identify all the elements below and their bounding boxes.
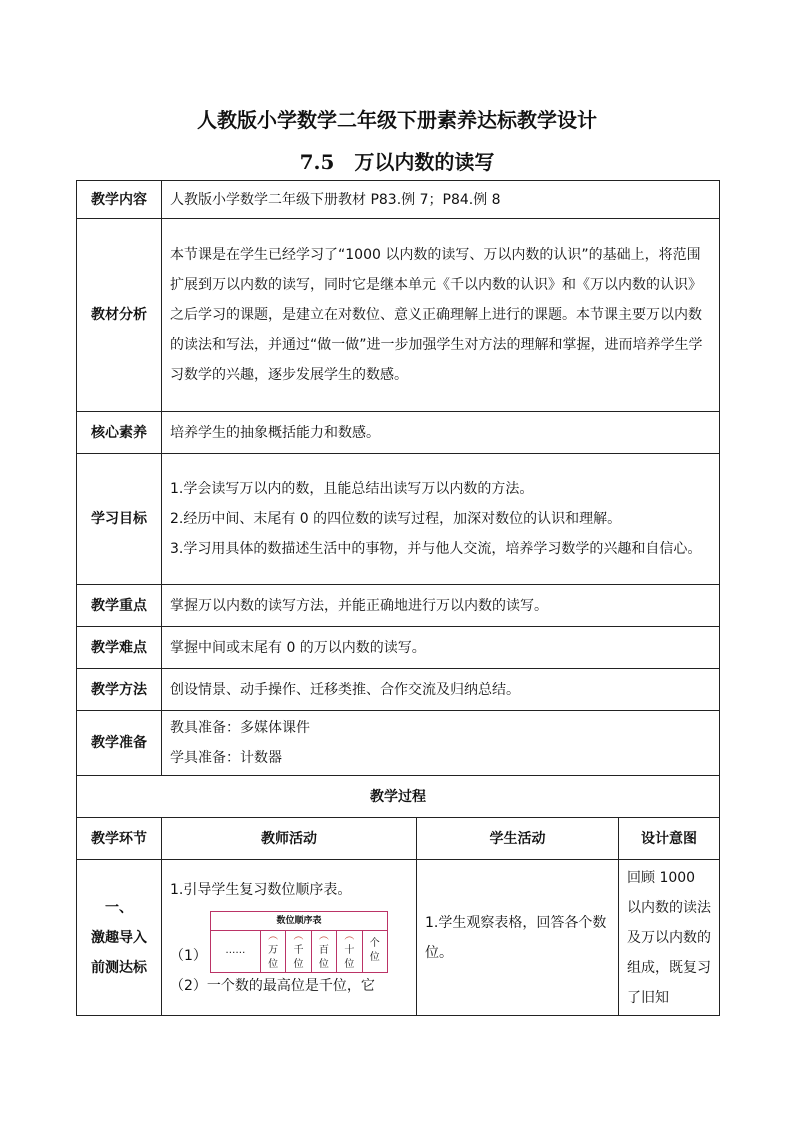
row-process-columns [77,818,720,860]
col-student: 学生活动 [417,818,619,860]
place-chart-title: 数位顺序表 [211,912,387,931]
student-prep: 学具准备：计数器 [170,750,282,766]
col-teacher: 教师活动 [162,818,417,860]
row-method [77,669,720,711]
value-goals [162,454,720,585]
row-key-point [77,585,720,627]
place-col: ︵ 百 位 [312,931,337,972]
place-col: ︵ 万 位 [261,931,286,972]
value-prep [162,711,720,776]
label-key-point: 教学重点 [77,585,162,627]
goal-item: 1.学会读写万以内的数，且能总结出读写万以内数的方法。 [170,481,534,497]
stage-1-student: 1.学生观察表格，回答各个数位。 [417,860,619,1016]
item-marker: （1） [170,947,207,964]
label-content: 教学内容 [77,181,162,219]
value-content: 人教版小学数学二年级下册教材 P83.例 7；P84.例 8 [162,181,720,219]
place-ellipsis: …… [211,931,261,972]
stage-1-teacher [162,860,417,1016]
label-method: 教学方法 [77,669,162,711]
value-difficulty: 掌握中间或末尾有 0 的万以内数的读写。 [162,627,720,669]
goal-item: 3.学习用具体的数描述生活中的事物，并与他人交流，培养学习数学的兴趣和自信心。 [170,541,702,557]
place-col: ︵ 千 位 [286,931,311,972]
teacher-prep: 教具准备：多媒体课件 [170,720,310,736]
place-table-row [170,905,408,971]
lesson-plan-table [76,180,720,1016]
label-goals: 学习目标 [77,454,162,585]
row-prep [77,711,720,776]
place-col: 个 位 [369,938,380,963]
label-prep: 教学准备 [77,711,162,776]
lesson-title: 7.5 万以内数的读写 [299,150,495,174]
stage-1-intent: 回顾 1000 以内数的读法及万以内数的组成，既复习了旧知 [619,860,720,1016]
label-analysis: 教材分析 [77,219,162,412]
row-literacy [77,412,720,454]
row-analysis [77,219,720,412]
teacher-step-1: 1.引导学生复习数位顺序表。 [170,881,352,898]
value-method: 创设情景、动手操作、迁移类推、合作交流及归纳总结。 [162,669,720,711]
row-stage-1 [77,860,720,1016]
stage-1-title-a: 激趣导入 [91,929,147,946]
label-difficulty: 教学难点 [77,627,162,669]
row-goals [77,454,720,585]
col-stage: 教学环节 [77,818,162,860]
document-title: 人教版小学数学二年级下册素养达标教学设计 [197,108,597,132]
value-analysis: 本节课是在学生已经学习了“1000 以内数的读写、万以内数的认识”的基础上，将范围扩展到万以内数的读写，同时它是继本单元《千以内数的认识》和《万以内数的认识》之后学习的课题，是建立在对数位、意义正确理解上进行的课题。本节课主要万以内数的读法和写法，并通过“做一做”进一步加强学生对方法的理解和掌握，进而培养学生学习数学的兴趣，逐步发展学生的数感。 [162,219,720,412]
goal-item: 2.经历中间、末尾有 0 的四位数的读写过程，加深对数位的认识和理解。 [170,511,622,527]
label-literacy: 核心素养 [77,412,162,454]
col-intent: 设计意图 [619,818,720,860]
place-col: ︵ 十 位 [337,931,362,972]
place-value-chart [210,911,388,973]
teacher-step-2: （2）一个数的最高位是千位，它 [170,977,375,994]
stage-1-number: 一、 [105,899,133,916]
row-process-header [77,776,720,818]
process-header: 教学过程 [77,776,720,818]
value-key-point: 掌握万以内数的读写方法，并能正确地进行万以内数的读写。 [162,585,720,627]
stage-1-title-b: 前测达标 [91,959,147,976]
row-difficulty [77,627,720,669]
value-literacy: 培养学生的抽象概括能力和数感。 [162,412,720,454]
row-content [77,181,720,219]
stage-1-name [77,860,162,1016]
